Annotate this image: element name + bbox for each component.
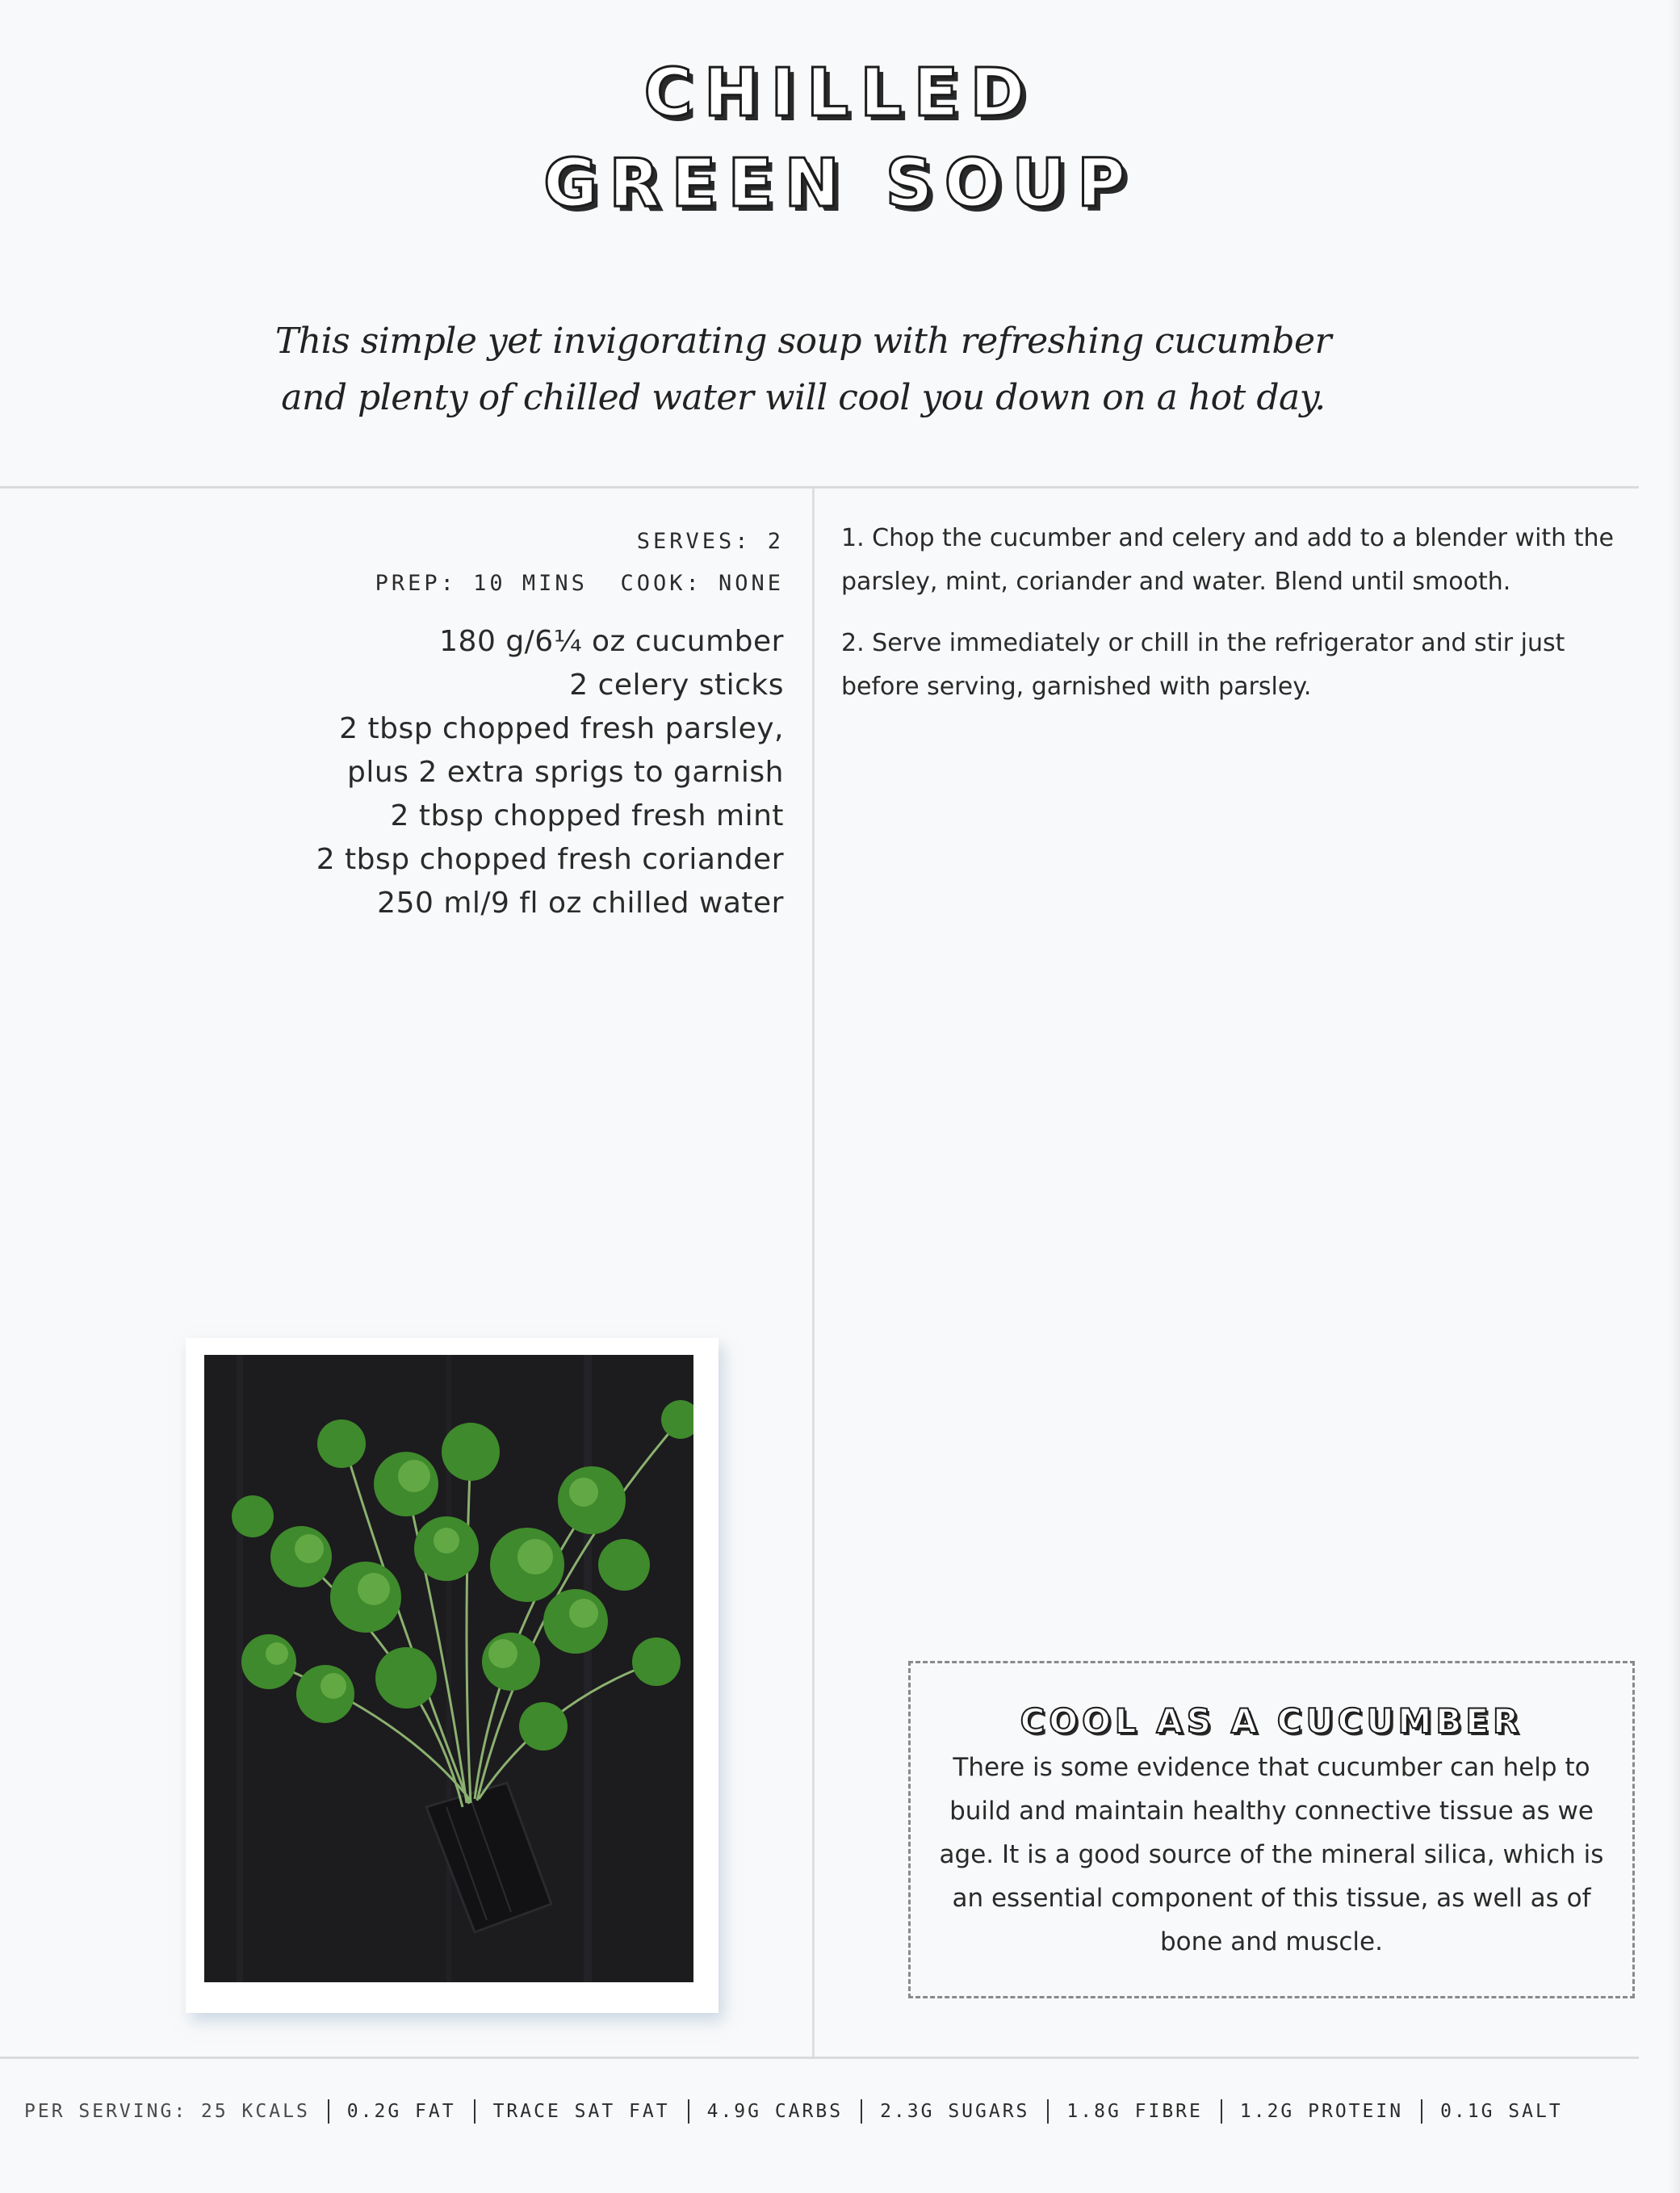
ingredient-item: 250 ml/9 fl oz chilled water — [377, 887, 784, 920]
ingredient-item: 2 tbsp chopped fresh coriander — [316, 843, 784, 876]
bottom-divider-rule — [0, 2057, 1639, 2059]
coriander-photo — [204, 1355, 693, 1982]
ingredient-item: 2 tbsp chopped fresh parsley, — [339, 712, 784, 745]
nutrition-separator — [1421, 2099, 1422, 2124]
nutrition-lead: PER SERVING: 25 KCALS — [24, 2101, 310, 2122]
title-line-2: GREEN SOUP — [543, 145, 1137, 222]
ingredient-item: 180 g/6¼ oz cucumber — [439, 625, 784, 658]
nutrition-fat: 0.2G FAT — [346, 2101, 456, 2122]
nutrition-sat-fat: TRACE SAT FAT — [492, 2101, 670, 2122]
nutrition-separator — [474, 2099, 476, 2124]
nutrition-separator — [328, 2099, 329, 2124]
coriander-illustration-icon — [204, 1355, 693, 1982]
nutrition-fibre: 1.8G FIBRE — [1066, 2101, 1203, 2122]
nutrition-separator — [688, 2099, 689, 2124]
nutrition-bar — [24, 2099, 1563, 2124]
nutrition-separator — [861, 2099, 862, 2124]
photo-frame — [186, 1338, 719, 2013]
ingredient-item: 2 celery sticks — [569, 669, 784, 702]
intro-line-1: This simple yet invigorating soup with refreshing cucumber — [274, 321, 1332, 362]
prep-cook-label: PREP: 10 MINS COOK: NONE — [375, 571, 784, 596]
nutrition-sugars: 2.3G SUGARS — [880, 2101, 1030, 2122]
page-edge-shadow — [1669, 0, 1680, 2193]
recipe-title — [0, 48, 1680, 229]
ingredients-list — [316, 620, 784, 925]
tip-title: COOL AS A CUCUMBER — [1020, 1701, 1523, 1741]
nutrition-separator — [1221, 2099, 1222, 2124]
title-line-1: CHILLED — [643, 55, 1037, 132]
serves-label: SERVES: 2 — [636, 529, 784, 554]
top-divider-rule — [0, 486, 1639, 488]
method-step-2: 2. Serve immediately or chill in the refrigerator and stir just before serving, garnished with parsley. — [841, 629, 1565, 701]
tip-text: There is some evidence that cucumber can help to build and maintain healthy connective tissue as we age. It is a good source of the mineral silica, which is an essential component of this tissue, as well as of bone and muscle. — [939, 1753, 1604, 1956]
recipe-meta — [375, 521, 784, 605]
method-step-1: 1. Chop the cucumber and celery and add to a blender with the parsley, mint, coriander and water. Blend until smooth. — [841, 524, 1614, 596]
column-divider — [812, 488, 815, 2057]
intro-line-2: and plenty of chilled water will cool you down on a hot day. — [281, 377, 1326, 418]
nutrition-separator — [1047, 2099, 1049, 2124]
ingredient-item: plus 2 extra sprigs to garnish — [347, 756, 784, 789]
recipe-intro — [202, 313, 1405, 426]
nutrition-protein: 1.2G PROTEIN — [1239, 2101, 1404, 2122]
method-steps — [841, 517, 1640, 727]
tip-box — [908, 1661, 1635, 1998]
nutrition-salt: 0.1G SALT — [1440, 2101, 1563, 2122]
ingredient-item: 2 tbsp chopped fresh mint — [390, 799, 784, 832]
nutrition-carbs: 4.9G CARBS — [706, 2101, 844, 2122]
